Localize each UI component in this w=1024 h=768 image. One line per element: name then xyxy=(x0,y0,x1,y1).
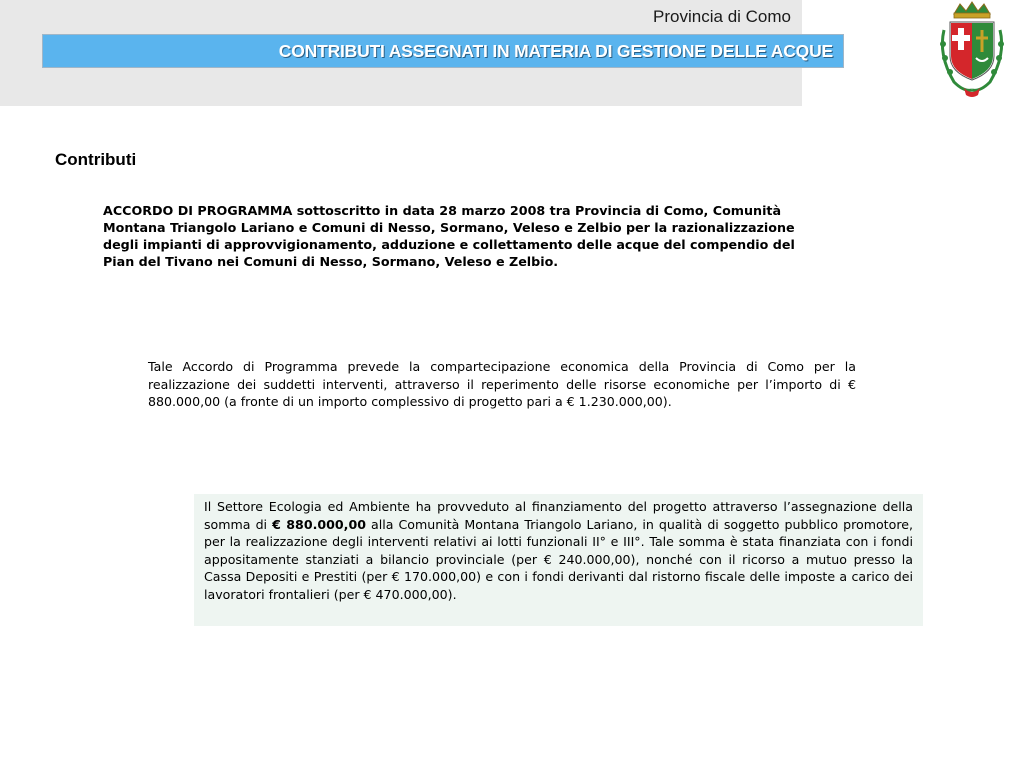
agreement-title: ACCORDO DI PROGRAMMA sottoscritto in data 28 marzo 2008 tra Provincia di Como, Comunità Montana Triangolo Lariano e Comuni di Nesso, Sormano, Veleso e Zelbio per la razionalizzazione degli impianti di approvvigionamento, adduzione e collettamento delle acque del compendio del Pian del Tivano nei Comuni di Nesso, Sormano, Veleso e Zelbio. xyxy=(103,203,795,269)
page-title: CONTRIBUTI ASSEGNATI IN MATERIA DI GESTIONE DELLE ACQUE xyxy=(278,40,833,61)
coat-of-arms-icon xyxy=(934,0,1010,100)
funding-amount: € 880.000,00 xyxy=(272,516,366,532)
title-bar xyxy=(42,34,844,68)
agreement-description: Tale Accordo di Programma prevede la compartecipazione economica della Provincia di Como per la realizzazione dei suddetti interventi, attraverso il reperimento delle risorse economiche per l’importo di € 880.000,00 (a fronte di un importo complessivo di progetto pari a € 1.230.000,00). xyxy=(148,359,856,409)
section-heading: Contributi xyxy=(55,150,137,169)
funding-note-text-start: Il Settore Ecologia ed Ambiente ha provveduto al finanziamento del progetto attraverso l’assegnazione della somma di xyxy=(204,499,913,532)
funding-note-text-end: alla Comunità Montana Triangolo Lariano, in qualità di soggetto pubblico promotore, per la realizzazione degli interventi relativi ai lotti funzionali II° e III°. Tale somma è stata finanziata con i fondi appositamente stanziati a bilancio provinciale (per € 240.000,00), nonché con il ricorso a mutuo presso la Cassa Depositi e Prestiti (per € 170.000,00) e con i fondi derivanti dal ristorno fiscale delle imposte a carico dei lavoratori frontalieri (per € 470.000,00). xyxy=(204,516,913,602)
funding-note xyxy=(194,494,923,626)
province-name: Provincia di Como xyxy=(653,7,791,26)
